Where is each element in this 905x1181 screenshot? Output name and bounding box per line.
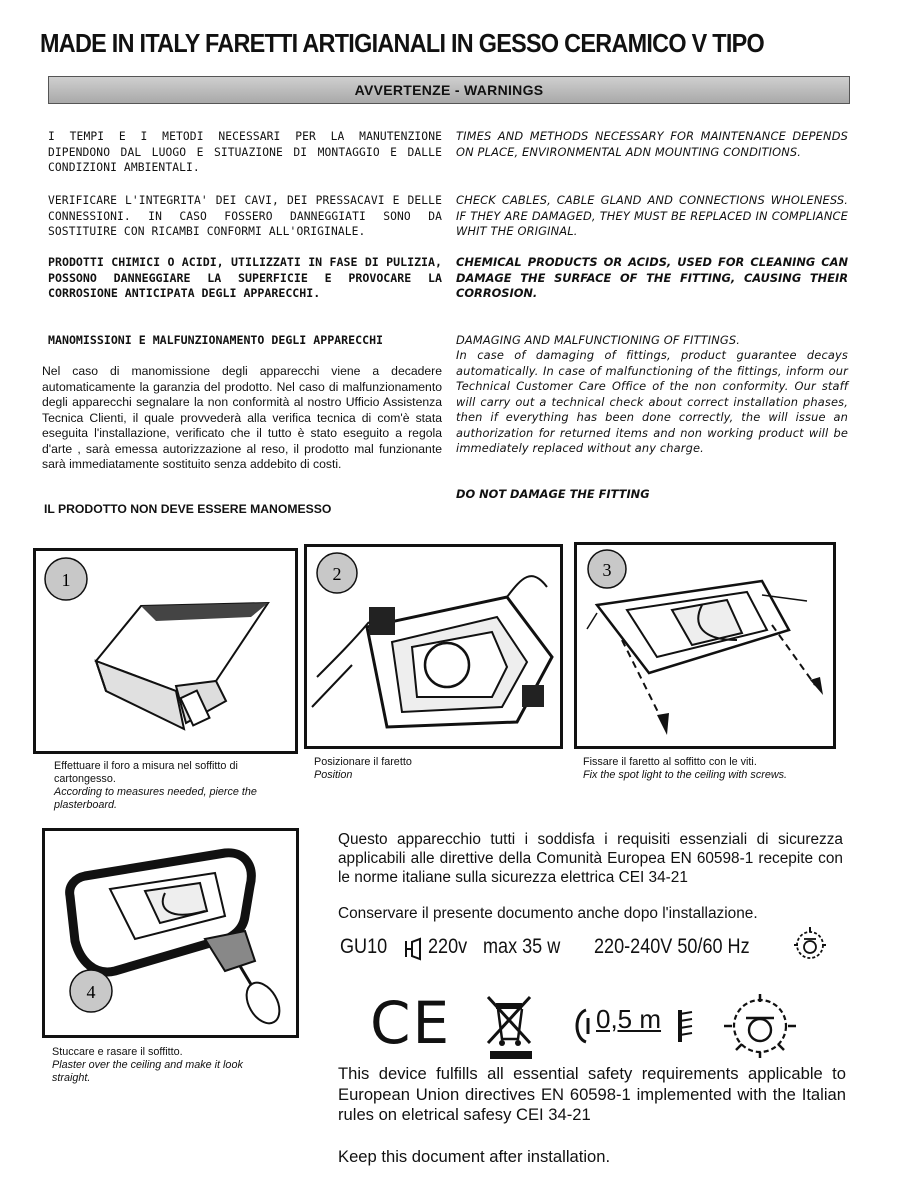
it-tampering-heading: MANOMISSIONI E MALFUNZIONAMENTO DEGLI APPARECCHI	[48, 333, 384, 347]
step-1-illustration	[36, 551, 295, 751]
max-power: max 35 w	[483, 935, 561, 958]
step-3-illustration	[577, 545, 833, 746]
it-maintenance-paragraph: I TEMPI E I METODI NECESSARI PER LA MANUTENZIONE DIPENDONO DAL LUOGO E SITUAZIONE DI MONTAGGIO E DALLE CONDIZIONI AMBIENTALI.	[48, 130, 442, 174]
compliance-english-text: This device fulfills all essential safety requirements applicable to European Union directives EN 60598-1 implemented with the Italian rules on eletrical safesy CEI 34-21	[338, 1064, 846, 1124]
step-2-figure	[304, 544, 563, 749]
step-2-caption	[314, 756, 554, 782]
en-maintenance-paragraph: TIMES AND METHODS NECESSARY FOR MAINTENANCE DEPENDS ON PLACE, ENVIRONMENTAL ADN MOUNTING CONDITIONS.	[456, 129, 848, 159]
step-2-caption-en: Position	[314, 769, 353, 781]
step-1-number: 1	[61, 570, 71, 590]
step-3-caption-en: Fix the spot light to the ceiling with screws.	[583, 769, 788, 781]
step-1-caption-it: Effettuare il foro a misura nel soffitto di cartongesso.	[54, 760, 238, 785]
distance-value: 0,5 m	[596, 1004, 662, 1034]
supply-range: 220-240V 50/60 Hz	[594, 935, 750, 958]
ce-mark: CE	[370, 989, 452, 1057]
it-cables-paragraph: VERIFICARE L'INTEGRITA' DEI CAVI, DEI PRESSACAVI E DELLE CONNESSIONI. IN CASO FOSSERO DANNEGGIATI SONO DA SOSTITUIRE CON RICAMBI CONFORMI ALL'ORIGINALE.	[48, 194, 442, 238]
en-damage-heading: DAMAGING AND MALFUNCTIONING OF FITTINGS.	[456, 333, 741, 347]
step-4-caption	[52, 1046, 282, 1085]
step-4-figure	[42, 828, 299, 1038]
en-damage-body: In case of damaging of fittings, product guarantee decays automatically. In case of malfunctioning of the fittings, inform our Technical Customer Care Office of the non conformity. Our staff will carry out a technical check about correct installation phases, then if everything has been done correctly, the will issue an authorization for returned items and non working product will be immediately replaced without any charge.	[456, 348, 848, 455]
document-title: MADE IN ITALY FARETTI ARTIGIANALI IN GESSO CERAMICO V TIPO	[40, 28, 764, 58]
it-do-not-tamper: IL PRODOTTO NON DEVE ESSERE MANOMESSO	[44, 502, 332, 516]
step-3-caption-it: Fissare il faretto al soffitto con le viti.	[583, 756, 757, 768]
target-surface-icon	[676, 1008, 696, 1044]
voltage: 220v	[428, 935, 468, 958]
step-4-caption-en: Plaster over the ceiling and make it look straight.	[52, 1059, 243, 1084]
lamp-type: GU10	[340, 935, 388, 958]
compliance-english-keep: Keep this document after installation.	[338, 1147, 611, 1166]
en-do-not-damage: DO NOT DAMAGE THE FITTING	[456, 487, 650, 501]
en-cables-paragraph: CHECK CABLES, CABLE GLAND AND CONNECTIONS WHOLENESS. IF THEY ARE DAMAGED, THEY MUST BE REPLACED IN COMPLIANCE WHIT THE ORIGINAL.	[456, 193, 848, 238]
step-3-number: 3	[602, 560, 612, 580]
weee-bin-icon	[486, 993, 536, 1063]
it-tampering-body: Nel caso di manomissione degli apparecchi viene a decadere automaticamente la garanzia del prodotto. Nel caso di malfunzionamento degli apparecchi segnalare la non conformità al nostro Ufficio Assistenza Tecnica Clienti, il quale provvederà alla verifica tecnica di com'è stata eseguita l'installazione, verificato che il tutto è stato eseguito a regola d'arte , sarà emessa autorizzazione al reso, il prodotto mal funzionante sarà immediatamente sostituito senza addebito di costi.	[42, 364, 442, 471]
step-2-caption-it: Posizionare il faretto	[314, 756, 412, 768]
heat-lamp-icon	[790, 925, 830, 965]
step-3-caption	[583, 756, 833, 782]
compliance-italian-keep: Conservare il presente documento anche dopo l'installazione.	[338, 905, 758, 922]
warnings-bar: AVVERTENZE - WARNINGS	[48, 76, 850, 104]
step-1-caption	[54, 760, 294, 812]
step-4-illustration	[45, 831, 296, 1035]
thermal-protection-icon	[722, 994, 798, 1060]
it-chemicals-paragraph: PRODOTTI CHIMICI O ACIDI, UTILIZZATI IN FASE DI PULIZIA, POSSONO DANNEGGIARE LA SUPERFICIE E PROVOCARE LA CORROSIONE ANTICIPATA DEGLI APPARECCHI.	[48, 255, 442, 300]
specs-row	[340, 933, 840, 965]
distance-lamp-icon	[570, 1006, 598, 1046]
compliance-italian-text: Questo apparecchio tutti i soddisfa i requisiti essenziali di sicurezza applicabili alle direttive della Comunità Europea EN 60598-1 recepite con le norme italiane sulla sicurezza elettrica CEI 34-21	[338, 831, 843, 886]
step-4-caption-it: Stuccare e rasare il soffitto.	[52, 1046, 183, 1058]
step-1-figure	[33, 548, 298, 754]
en-chemicals-paragraph: CHEMICAL PRODUCTS OR ACIDS, USED FOR CLEANING CAN DAMAGE THE SURFACE OF THE FITTING, CAUSING THEIR CORROSION.	[456, 255, 848, 300]
step-3-figure	[574, 542, 836, 749]
step-2-illustration	[307, 547, 560, 746]
lamp-holder-icon	[402, 937, 426, 961]
step-2-number: 2	[332, 564, 342, 584]
step-4-number: 4	[86, 982, 96, 1002]
step-1-caption-en: According to measures needed, pierce the plasterboard.	[54, 786, 257, 811]
